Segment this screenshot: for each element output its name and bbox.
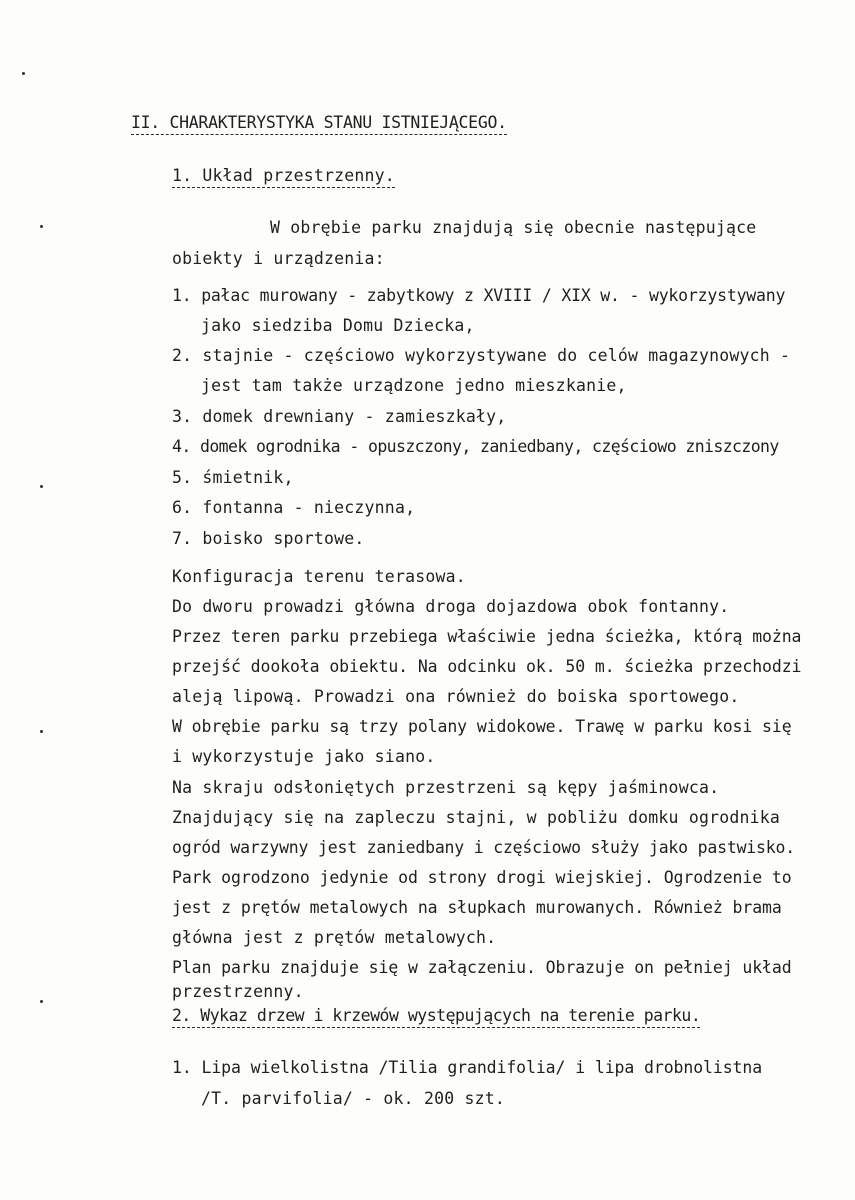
scan-speck [40, 730, 43, 733]
section-heading: II. CHARAKTERYSTYKA STANU ISTNIEJĄCEGO. [131, 113, 507, 135]
body-line: Znajdujący się na zapleczu stajni, w pobliżu domku ogrodnika [172, 808, 781, 827]
body-line: Przez teren parku przebiega właściwie jedna ścieżka, którą można [172, 627, 802, 646]
scan-speck [40, 485, 43, 488]
object-list-item: 2. stajnie - częściowo wykorzystywane do celów magazynowych - [172, 346, 791, 365]
body-line: Do dworu prowadzi główna droga dojazdowa obok fontanny. [172, 597, 730, 616]
body-line: aleją lipową. Prowadzi ona również do boiska sportowego. [172, 687, 740, 706]
object-list-item: 5. śmietnik, [172, 468, 294, 487]
object-list-item: 6. fontanna - nieczynna, [172, 498, 416, 517]
subsection-title-trees: 2. Wykaz drzew i krzewów występujących na terenie parku. [172, 1006, 700, 1028]
body-line: jest z prętów metalowych na słupkach murowanych. Również brama [172, 898, 782, 917]
body-line: przestrzenny. [172, 982, 304, 1001]
object-list-item: 3. domek drewniany - zamieszkały, [172, 407, 507, 426]
body-line: Plan parku znajduje się w załączeniu. Obrazuje on pełniej układ [172, 958, 792, 977]
scan-speck [22, 72, 25, 75]
body-line: i wykorzystuje jako siano. [172, 747, 436, 766]
object-list-item: jako siedziba Domu Dziecka, [201, 316, 475, 335]
object-list-item: jest tam także urządzone jedno mieszkanie, [201, 376, 627, 395]
body-line: Konfiguracja terenu terasowa. [172, 567, 466, 586]
object-list-item: 7. boisko sportowe. [172, 529, 365, 548]
subsection-title-layout: 1. Układ przestrzenny. [172, 166, 395, 188]
scan-speck [40, 225, 43, 228]
intro-line: W obrębie parku znajdują się obecnie następujące [270, 218, 757, 237]
body-line: W obrębie parku są trzy polany widokowe. Trawę w parku kosi się [172, 717, 792, 736]
body-line: Park ogrodzono jedynie od strony drogi wiejskiej. Ogrodzenie to [172, 868, 792, 887]
body-line: Na skraju odsłoniętych przestrzeni są kępy jaśminowca. [172, 778, 720, 797]
scan-speck [40, 1000, 43, 1003]
tree-list-item: /T. parvifolia/ - ok. 200 szt. [201, 1089, 506, 1108]
object-list-item: 4. domek ogrodnika - opuszczony, zaniedbany, częściowo zniszczony [172, 437, 779, 456]
object-list-item: 1. pałac murowany - zabytkowy z XVIII / XIX w. - wykorzystywany [172, 286, 786, 305]
intro-line: obiekty i urządzenia: [172, 249, 385, 268]
body-line: główna jest z prętów metalowych. [172, 928, 497, 947]
tree-list-item: 1. Lipa wielkolistna /Tilia grandifolia/ i lipa drobnolistna [172, 1058, 763, 1077]
body-line: ogród warzywny jest zaniedbany i częściowo służy jako pastwisko. [172, 838, 795, 857]
body-line: przejść dookoła obiektu. Na odcinku ok. 50 m. ścieżka przechodzi [172, 657, 802, 676]
